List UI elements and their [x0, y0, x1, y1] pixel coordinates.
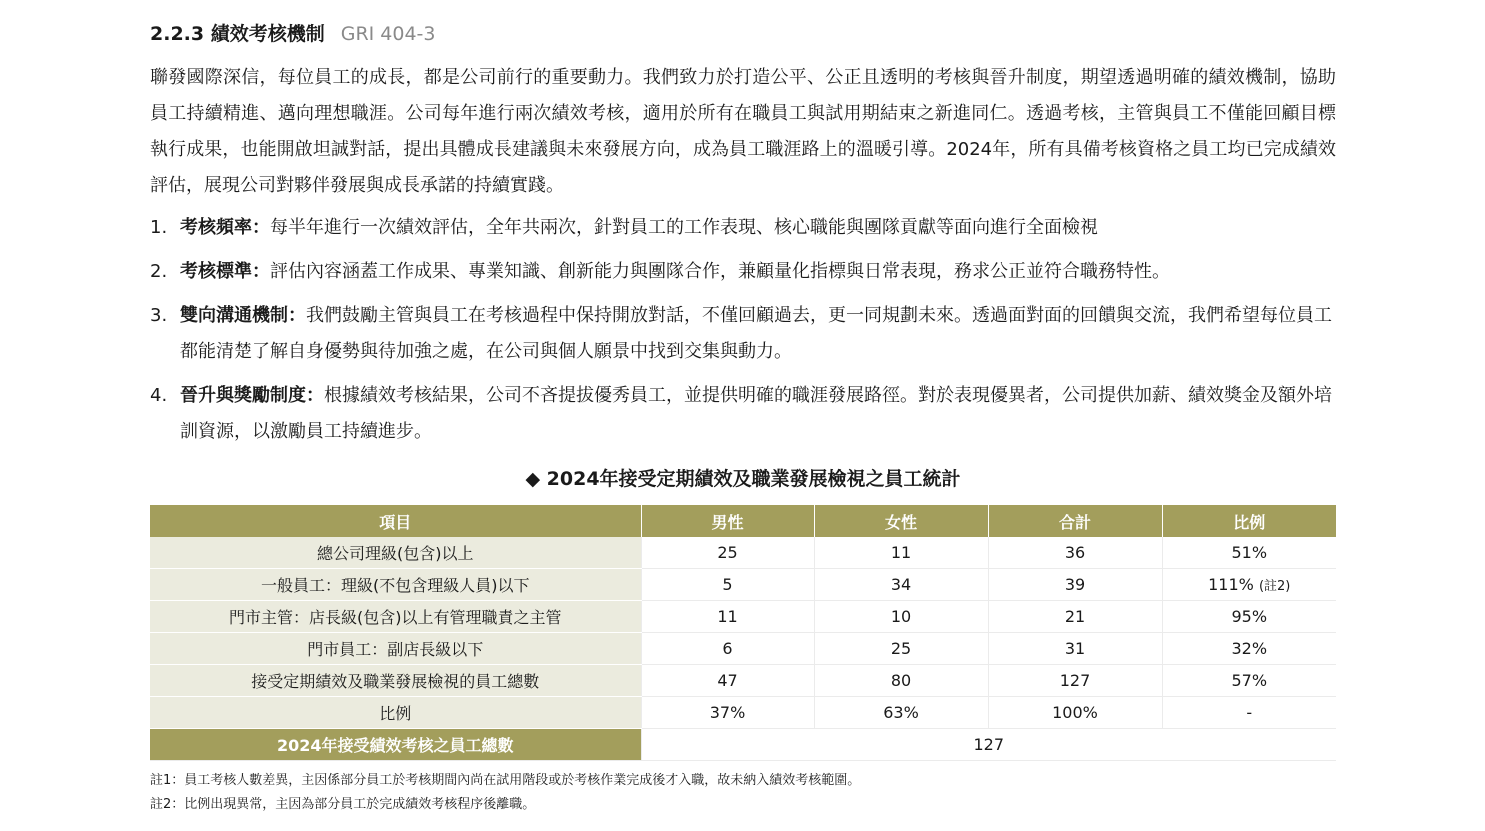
list-text: 每半年進行一次績效評估，全年共兩次，針對員工的工作表現、核心職能與團隊貢獻等面向進行全面檢視 [270, 217, 1098, 238]
header-total: 合計 [988, 505, 1162, 537]
ratio-note: (註2) [1258, 579, 1291, 594]
ratio-value: 32% [1231, 639, 1268, 658]
gri-reference: GRI 404-3 [340, 23, 436, 45]
cell-total: 36 [988, 537, 1162, 569]
cell-female: 80 [814, 665, 988, 697]
cell-male: 47 [641, 665, 814, 697]
list-label: 考核頻率： [180, 217, 270, 238]
table-row [150, 601, 1336, 633]
footnotes [150, 769, 1336, 817]
list-item [150, 298, 1336, 370]
ratio-value: - [1246, 703, 1253, 722]
intro-paragraph: 聯發國際深信，每位員工的成長，都是公司前行的重要動力。我們致力於打造公平、公正且透明的考核與晉升制度，期望透過明確的績效機制，協助員工持續精進、邁向理想職涯。公司每年進行兩次績效考核，適用於所有在職員工與試用期結束之新進同仁。透過考核，主管與員工不僅能回顧目標執行成果，也能開啟坦誠對話，提出具體成長建議與未來發展方向，成為員工職涯路上的溫暖引導。2024年，所有具備考核資格之員工均已完成績效評估，展現公司對夥伴發展與成長承諾的持續實踐。 [150, 67, 1336, 196]
row-label: 門市員工：副店長級以下 [150, 633, 641, 665]
table-row [150, 537, 1336, 569]
cell-female: 34 [814, 569, 988, 601]
cell-total: 39 [988, 569, 1162, 601]
list-text: 我們鼓勵主管與員工在考核過程中保持開放對話，不僅回顧過去，更一同規劃未來。透過面對面的回饋與交流，我們希望每位員工都能清楚了解自身優勢與待加強之處，在公司與個人願景中找到交集與動力。 [180, 305, 1332, 362]
row-label: 接受定期績效及職業發展檢視的員工總數 [150, 665, 641, 697]
section-heading [150, 18, 1336, 50]
cell-ratio [1162, 537, 1336, 569]
footnote: 註2：比例出現異常，主因為部分員工於完成績效考核程序後離職。 [150, 797, 536, 812]
cell-total: 21 [988, 601, 1162, 633]
table-row [150, 633, 1336, 665]
cell-male: 25 [641, 537, 814, 569]
cell-female: 11 [814, 537, 988, 569]
row-label: 比例 [150, 697, 641, 729]
table-row [150, 697, 1336, 729]
table-row [150, 569, 1336, 601]
cell-male: 6 [641, 633, 814, 665]
list-label: 考核標準： [180, 261, 270, 282]
table-header-row [150, 505, 1336, 537]
list-number: 1. [150, 217, 168, 238]
mechanism-list [150, 210, 1336, 450]
cell-total: 31 [988, 633, 1162, 665]
row-label: 一般員工：理級(不包含理級人員)以下 [150, 569, 641, 601]
cell-male: 5 [641, 569, 814, 601]
cell-female: 25 [814, 633, 988, 665]
cell-male: 11 [641, 601, 814, 633]
list-item [150, 210, 1336, 246]
list-item [150, 378, 1336, 450]
list-item [150, 254, 1336, 290]
stats-table [150, 505, 1336, 761]
cell-ratio [1162, 569, 1336, 601]
table-title: ◆ 2024年接受定期績效及職業發展檢視之員工統計 [525, 468, 961, 490]
total-label: 2024年接受績效考核之員工總數 [150, 729, 641, 761]
list-label: 雙向溝通機制： [180, 305, 306, 326]
table-row [150, 665, 1336, 697]
row-label: 門市主管：店長級(包含)以上有管理職責之主管 [150, 601, 641, 633]
cell-ratio [1162, 665, 1336, 697]
cell-female: 63% [814, 697, 988, 729]
total-value: 127 [641, 729, 1336, 761]
cell-female: 10 [814, 601, 988, 633]
header-ratio: 比例 [1162, 505, 1336, 537]
table-total-row [150, 729, 1336, 761]
cell-ratio [1162, 697, 1336, 729]
header-female: 女性 [814, 505, 988, 537]
cell-male: 37% [641, 697, 814, 729]
cell-ratio [1162, 633, 1336, 665]
ratio-value: 57% [1231, 671, 1268, 690]
ratio-value: 111% [1208, 575, 1254, 594]
cell-total: 127 [988, 665, 1162, 697]
list-number: 2. [150, 261, 168, 282]
list-label: 晉升與獎勵制度： [180, 385, 324, 406]
header-item: 項目 [150, 505, 641, 537]
cell-ratio [1162, 601, 1336, 633]
list-text: 評估內容涵蓋工作成果、專業知識、創新能力與團隊合作，兼顧量化指標與日常表現，務求公正並符合職務特性。 [270, 261, 1170, 282]
footnote: 註1：員工考核人數差異，主因係部分員工於考核期間內尚在試用階段或於考核作業完成後才入職，故未納入績效考核範圍。 [150, 773, 861, 788]
ratio-value: 95% [1231, 607, 1268, 626]
content [150, 18, 1336, 817]
list-text: 根據績效考核結果，公司不吝提拔優秀員工，並提供明確的職涯發展路徑。對於表現優異者，公司提供加薪、績效獎金及額外培訓資源，以激勵員工持續進步。 [180, 385, 1332, 442]
ratio-value: 51% [1231, 543, 1268, 562]
row-label: 總公司理級(包含)以上 [150, 537, 641, 569]
list-number: 3. [150, 305, 168, 326]
header-male: 男性 [641, 505, 814, 537]
cell-total: 100% [988, 697, 1162, 729]
list-number: 4. [150, 385, 168, 406]
section-title: 2.2.3 績效考核機制 [150, 23, 325, 45]
